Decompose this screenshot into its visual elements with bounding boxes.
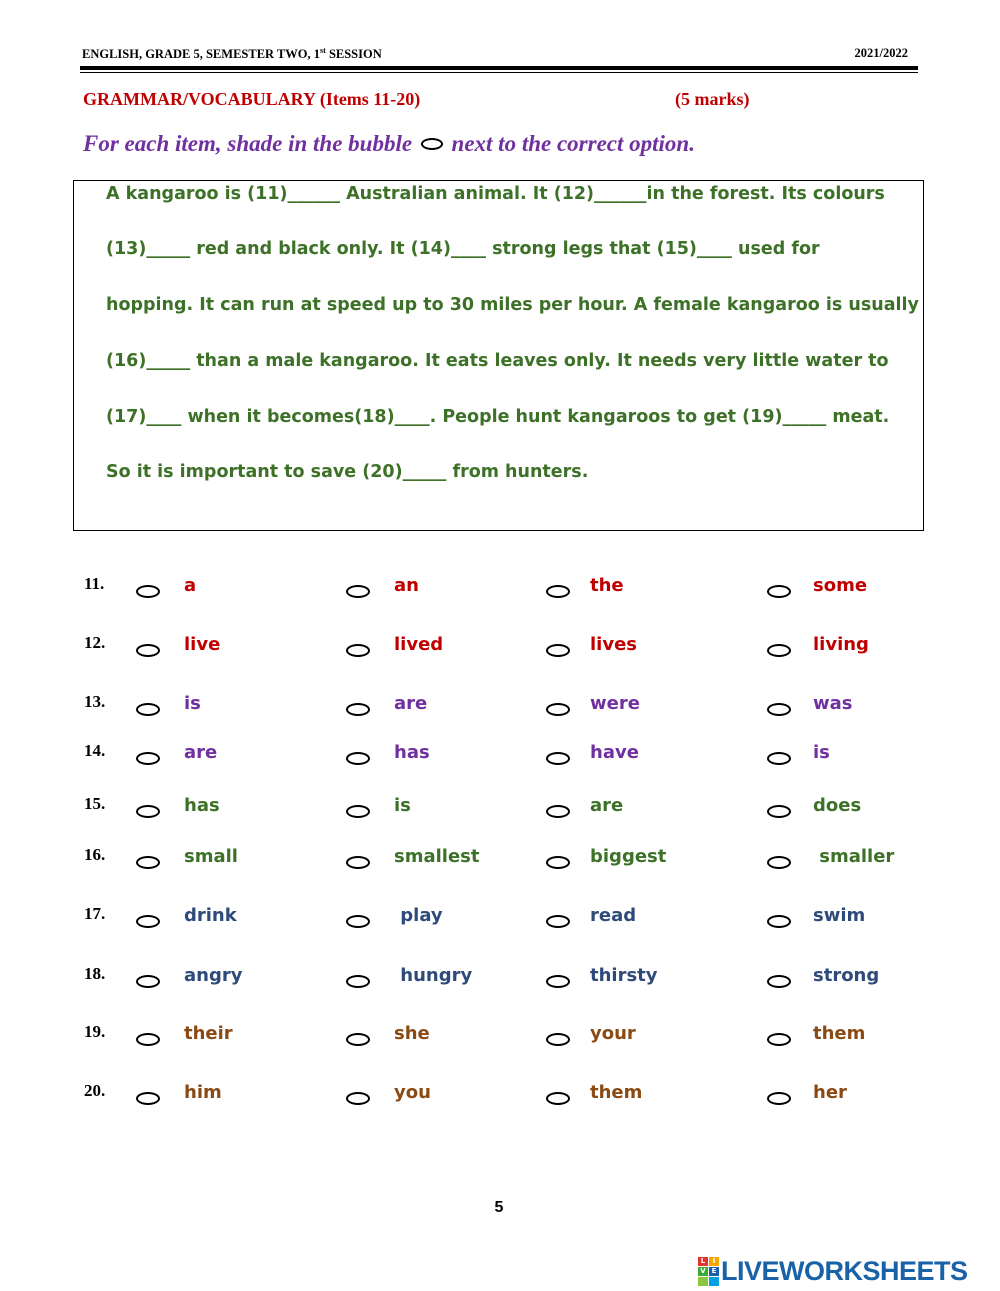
answer-option[interactable]: are bbox=[394, 693, 428, 714]
logo-tile: I bbox=[709, 1257, 719, 1266]
answer-bubble[interactable] bbox=[136, 1033, 160, 1046]
answer-bubble[interactable] bbox=[546, 752, 570, 765]
answer-option[interactable]: thirsty bbox=[590, 965, 658, 986]
passage-line: (16)_____ than a male kangaroo. It eats leaves only. It needs very little water to bbox=[106, 351, 889, 371]
answer-bubble[interactable] bbox=[767, 1033, 791, 1046]
passage-line: (17)____ when it becomes(18)____. People hunt kangaroos to get (19)_____ meat. bbox=[106, 407, 890, 427]
answer-option[interactable]: has bbox=[184, 795, 220, 816]
passage-line: hopping. It can run at speed up to 30 miles per hour. A female kangaroo is usually bbox=[106, 295, 919, 315]
answer-option[interactable]: an bbox=[394, 575, 419, 596]
answer-bubble[interactable] bbox=[136, 805, 160, 818]
logo-tile bbox=[698, 1277, 708, 1286]
answer-option[interactable]: is bbox=[394, 795, 411, 816]
logo-text: LIVEWORKSHEETS bbox=[721, 1255, 968, 1286]
answer-option[interactable]: a bbox=[184, 575, 197, 596]
answer-option[interactable]: living bbox=[813, 634, 869, 655]
answer-bubble[interactable] bbox=[767, 915, 791, 928]
answer-option[interactable]: angry bbox=[184, 965, 243, 986]
answer-bubble[interactable] bbox=[546, 644, 570, 657]
answer-bubble[interactable] bbox=[136, 975, 160, 988]
answer-bubble[interactable] bbox=[546, 915, 570, 928]
question-number: 15. bbox=[84, 794, 106, 813]
answer-bubble[interactable] bbox=[346, 805, 370, 818]
answer-bubble[interactable] bbox=[767, 1092, 791, 1105]
answer-option[interactable]: your bbox=[590, 1023, 636, 1044]
answer-bubble[interactable] bbox=[546, 1033, 570, 1046]
liveworksheets-logo bbox=[698, 1256, 968, 1286]
answer-bubble[interactable] bbox=[546, 703, 570, 716]
answer-option[interactable]: lived bbox=[394, 634, 444, 655]
answer-option[interactable]: live bbox=[184, 634, 221, 655]
answer-bubble[interactable] bbox=[767, 585, 791, 598]
answer-option[interactable]: her bbox=[813, 1082, 847, 1103]
answer-option[interactable]: the bbox=[590, 575, 624, 596]
section-title: GRAMMAR/VOCABULARY (Items 11-20) bbox=[83, 89, 421, 109]
answer-option[interactable]: drink bbox=[184, 905, 237, 926]
question-number: 13. bbox=[84, 692, 106, 711]
answer-option[interactable]: hungry bbox=[394, 965, 473, 986]
question-number: 20. bbox=[84, 1081, 106, 1100]
answer-bubble[interactable] bbox=[346, 1033, 370, 1046]
answer-bubble[interactable] bbox=[136, 752, 160, 765]
answer-bubble[interactable] bbox=[346, 1092, 370, 1105]
passage-line: So it is important to save (20)_____ from hunters. bbox=[106, 462, 589, 482]
answer-option[interactable]: biggest bbox=[590, 846, 667, 867]
answer-option[interactable]: him bbox=[184, 1082, 222, 1103]
answer-bubble[interactable] bbox=[346, 752, 370, 765]
answer-bubble[interactable] bbox=[546, 805, 570, 818]
answer-bubble[interactable] bbox=[767, 644, 791, 657]
question-number: 12. bbox=[84, 633, 106, 652]
answer-bubble[interactable] bbox=[346, 975, 370, 988]
question-number: 16. bbox=[84, 845, 106, 864]
logo-tile: V bbox=[698, 1267, 708, 1276]
answer-option[interactable]: play bbox=[394, 905, 443, 926]
answer-bubble[interactable] bbox=[767, 975, 791, 988]
section-marks: (5 marks) bbox=[675, 89, 750, 109]
answer-option[interactable]: was bbox=[813, 693, 853, 714]
answer-option[interactable]: small bbox=[184, 846, 238, 867]
answer-bubble[interactable] bbox=[136, 703, 160, 716]
answer-bubble[interactable] bbox=[546, 1092, 570, 1105]
answer-bubble[interactable] bbox=[346, 856, 370, 869]
answer-bubble[interactable] bbox=[767, 805, 791, 818]
header-left: ENGLISH, GRADE 5, SEMESTER TWO, 1st SESSION bbox=[82, 46, 382, 62]
answer-bubble[interactable] bbox=[767, 752, 791, 765]
answer-option[interactable]: strong bbox=[813, 965, 880, 986]
answer-bubble[interactable] bbox=[346, 915, 370, 928]
bubble-icon bbox=[421, 138, 443, 150]
passage-line: (13)_____ red and black only. It (14)____ strong legs that (15)____ used for bbox=[106, 239, 820, 259]
question-number: 14. bbox=[84, 741, 106, 760]
answer-bubble[interactable] bbox=[546, 975, 570, 988]
answer-bubble[interactable] bbox=[546, 856, 570, 869]
answer-option[interactable]: read bbox=[590, 905, 637, 926]
question-number: 11. bbox=[84, 574, 105, 593]
answer-bubble[interactable] bbox=[346, 585, 370, 598]
answer-option[interactable]: she bbox=[394, 1023, 430, 1044]
answer-option[interactable]: them bbox=[590, 1082, 643, 1103]
answer-option[interactable]: their bbox=[184, 1023, 233, 1044]
answer-option[interactable]: has bbox=[394, 742, 430, 763]
instruction: For each item, shade in the bubble next to the correct option. bbox=[83, 131, 695, 156]
answer-bubble[interactable] bbox=[546, 585, 570, 598]
answer-option[interactable]: swim bbox=[813, 905, 866, 926]
question-number: 17. bbox=[84, 904, 106, 923]
answer-option[interactable]: are bbox=[184, 742, 218, 763]
answer-bubble[interactable] bbox=[767, 703, 791, 716]
passage-line: A kangaroo is (11)______ Australian animal. It (12)______in the forest. Its colours bbox=[106, 184, 885, 204]
header-rule-thick bbox=[80, 66, 918, 70]
header-rule-thin bbox=[80, 72, 918, 73]
answer-option[interactable]: smaller bbox=[813, 846, 895, 867]
answer-option[interactable]: lives bbox=[590, 634, 637, 655]
logo-tile bbox=[709, 1277, 719, 1286]
page-number: 5 bbox=[494, 1199, 504, 1216]
answer-bubble[interactable] bbox=[767, 856, 791, 869]
answer-option[interactable]: does bbox=[813, 795, 862, 816]
answer-bubble[interactable] bbox=[346, 703, 370, 716]
answer-bubble[interactable] bbox=[136, 856, 160, 869]
answer-bubble[interactable] bbox=[136, 644, 160, 657]
question-number: 19. bbox=[84, 1022, 106, 1041]
answer-option[interactable]: some bbox=[813, 575, 868, 596]
answer-bubble[interactable] bbox=[136, 915, 160, 928]
header-year: 2021/2022 bbox=[854, 46, 908, 60]
answer-option[interactable]: were bbox=[590, 693, 640, 714]
question-number: 18. bbox=[84, 964, 106, 983]
answer-bubble[interactable] bbox=[346, 644, 370, 657]
logo-tile: E bbox=[709, 1267, 719, 1276]
answer-bubble[interactable] bbox=[136, 585, 160, 598]
answer-option[interactable]: is bbox=[813, 742, 830, 763]
logo-tile: L bbox=[698, 1257, 708, 1266]
answer-option[interactable]: are bbox=[590, 795, 624, 816]
answer-option[interactable]: you bbox=[394, 1082, 431, 1103]
logo-grid-icon bbox=[698, 1257, 719, 1286]
answer-option[interactable]: is bbox=[184, 693, 201, 714]
answer-option[interactable]: them bbox=[813, 1023, 866, 1044]
answer-bubble[interactable] bbox=[136, 1092, 160, 1105]
answer-option[interactable]: have bbox=[590, 742, 639, 763]
answer-option[interactable]: smallest bbox=[394, 846, 480, 867]
